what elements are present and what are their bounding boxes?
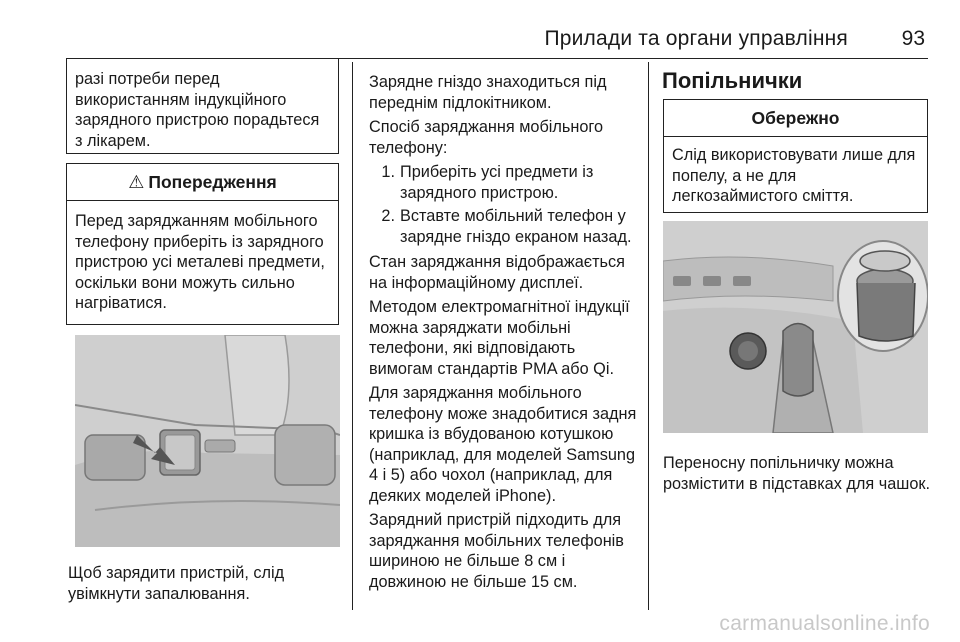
figure-caption-ashtray: Переносну попільничку можна розмістити в підставках для чашок.: [663, 454, 931, 493]
paragraph-charging-method: Спосіб заряджання мобільного телефону:: [369, 118, 604, 157]
page-header-title: Прилади та органи управління: [544, 27, 848, 50]
caution-box: [663, 99, 928, 213]
paragraph-phone-size: Зарядний пристрій підходить для заряджання мобільних телефонів шириною не більше 8 см і довжиною не більше 15 см.: [369, 511, 624, 591]
figure-ashtray: [663, 221, 928, 433]
caution-header: [664, 100, 927, 137]
watermark: carmanualsonline.info: [719, 612, 930, 635]
warning-box: [66, 163, 339, 325]
charging-instructions: [369, 72, 639, 596]
caution-title: Обережно: [751, 107, 840, 128]
column-divider-2: [648, 62, 649, 610]
paragraph-charger-location: Зарядне гніздо знаходиться під переднім підлокітником.: [369, 73, 607, 112]
warning-title: Попередження: [148, 171, 277, 192]
figure-wireless-charger: [75, 335, 340, 547]
paragraph-phone-cover: Для заряджання мобільного телефону може знадобитися задня кришка із вбудованою котушкою (наприклад, для моделей Samsung 4 і 5) або чохол (наприклад, для деяких моделей iPhone).: [369, 384, 637, 505]
warning-text: Перед заряджанням мобільного телефону приберіть із зарядного пристрою усі металеві предмети, оскільки вони можуть сильно нагріватися.: [75, 212, 325, 312]
figure-caption-charger: Щоб зарядити пристрій, слід увімкнути запалювання.: [68, 564, 285, 603]
warning-header: [67, 164, 338, 201]
column-divider-1: [352, 62, 353, 610]
charging-steps-list: [369, 162, 639, 247]
list-item: 2. Вставте мобільний телефон у зарядне гніздо екраном назад.: [381, 207, 632, 246]
list-item: 1. Приберіть усі предмети із зарядного пристрою.: [381, 163, 594, 202]
warning-triangle-icon: ⚠: [128, 171, 145, 192]
page-number: 93: [901, 27, 925, 50]
continued-note-text: разі потреби перед використанням індукційного зарядного пристрою порадьтеся з лікарем.: [75, 70, 320, 150]
paragraph-charge-status: Стан заряджання відображається на інформаційному дисплеї.: [369, 253, 625, 292]
paragraph-induction-standards: Методом електромагнітної індукції можна заряджати мобільні телефони, які відповідають вимогам стандартів PMA або Qi.: [369, 298, 630, 378]
continued-note-box: [66, 58, 339, 154]
section-title-ashtrays: Попільнички: [662, 68, 803, 93]
caution-text: Слід використовувати лише для попелу, а не для легкозаймистого сміття.: [672, 146, 916, 205]
